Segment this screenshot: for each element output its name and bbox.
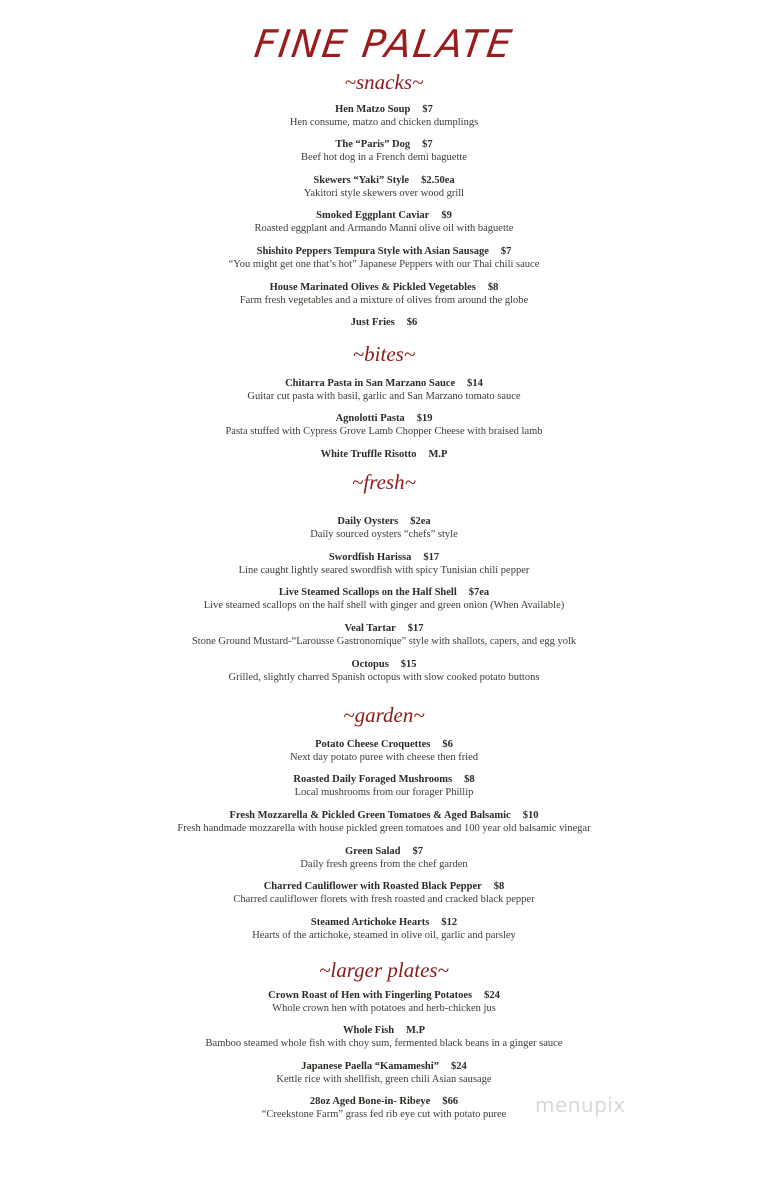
item-description: Guitar cut pasta with basil, garlic and San Marzano tomato sauce [247,391,521,402]
item-price: $15 [400,659,417,670]
item-description: Hearts of the artichoke, steamed in olive oil, garlic and parsley [252,930,516,941]
item-description: Farm fresh vegetables and a mixture of olives from around the globe [239,295,529,306]
item-description: Daily sourced oysters “chefs” style [310,529,458,540]
menu-item [0,622,768,648]
menu-item [0,316,768,329]
item-name: Whole Fish [342,1025,395,1036]
item-description: Line caught lightly seared swordfish with spicy Tunisian chili pepper [238,565,530,576]
item-description: Pasta stuffed with Cypress Grove Lamb Chopper Cheese with braised lamb [225,426,543,437]
item-price: $19 [416,413,433,424]
item-name: Just Fries [350,317,395,328]
menu-item [0,1024,768,1050]
item-price: $10 [522,810,539,821]
menu-item [0,412,768,438]
item-price: $24 [484,990,500,1001]
item-price: $7 [422,104,433,115]
item-description: Grilled, slightly charred Spanish octopus with slow cooked potato buttons [228,672,540,683]
item-description: Whole crown hen with potatoes and herb-chicken jus [272,1003,496,1014]
menu-item [0,586,768,612]
item-name: Fresh Mozzarella & Pickled Green Tomatoes & Aged Balsamic [229,810,511,821]
menu-item [0,174,768,200]
menu-item [0,658,768,684]
item-description: Roasted eggplant and Armando Manni olive oil with baguette [254,223,514,234]
menu-item [0,809,768,835]
item-description: Yakitori style skewers over wood grill [303,188,465,199]
item-price: $24 [450,1061,467,1072]
item-name: Crown Roast of Hen with Fingerling Potatoes [268,990,473,1001]
item-name: Steamed Artichoke Hearts [310,917,430,928]
item-description: “You might get one that’s hot” Japanese Peppers with our Thai chili sauce [228,259,540,270]
item-description: Charred cauliflower florets with fresh roasted and cracked black pepper [233,894,535,905]
item-price: M.P [428,449,448,460]
menu-item [0,209,768,235]
section-larger-plates: ~larger plates~ [319,958,449,982]
restaurant-title: FINE PALATE [251,22,517,66]
item-name: Agnolotti Pasta [335,413,405,424]
menu-item [0,880,768,906]
menu-item [0,916,768,942]
item-description: Fresh handmade mozzarella with house pickled green tomatoes and 100 year old balsamic vinegar [177,823,591,834]
item-price: $17 [423,552,440,563]
watermark-logo: menupix [535,1093,626,1117]
menu-item [0,845,768,871]
menu-item [0,377,768,403]
item-description: Hen consume, matzo and chicken dumplings [289,117,479,128]
menu-item [0,773,768,799]
item-description: Stone Ground Mustard-“Larousse Gastronomique” style with shallots, capers, and egg yolk [191,636,577,647]
item-description: Local mushrooms from our forager Phillip [294,787,474,798]
item-name: Shishito Peppers Tempura Style with Asian Sausage [256,246,489,257]
item-price: $8 [493,881,505,892]
item-name: Roasted Daily Foraged Mushrooms [293,774,453,785]
item-description: Beef hot dog in a French demi baguette [301,152,467,163]
item-price: $8 [464,774,475,785]
menu-item [0,245,768,271]
item-name: Potato Cheese Croquettes [315,739,431,750]
section-fresh: ~fresh~ [352,470,416,494]
menu-item [0,448,768,461]
item-price: $7ea [468,587,490,598]
menu-item [0,138,768,164]
item-name: Swordfish Harissa [328,552,412,563]
item-name: Japanese Paella “Kamameshi” [301,1061,439,1072]
menu-item [0,281,768,307]
item-description: Next day potato puree with cheese then fried [289,752,479,763]
menu-item [0,551,768,577]
item-price: $6 [406,317,418,328]
item-name: House Marinated Olives & Pickled Vegetables [269,282,476,293]
item-price: $14 [467,378,483,389]
section-bites: ~bites~ [352,342,416,366]
item-price: $8 [487,282,499,293]
item-description: Daily fresh greens from the chef garden [300,859,468,870]
item-price: $12 [441,917,458,928]
menu-item [0,738,768,764]
item-price: $7 [412,846,424,857]
item-name: Charred Cauliflower with Roasted Black Pepper [263,881,482,892]
item-name: Live Steamed Scallops on the Half Shell [278,587,457,598]
menu-item [0,515,768,541]
item-description: “Creekstone Farm” grass fed rib eye cut with potato puree [261,1109,507,1120]
item-description: Kettle rice with shellfish, green chili Asian sausage [276,1074,492,1085]
item-name: White Truffle Risotto [320,449,417,460]
item-name: Chitarra Pasta in San Marzano Sauce [285,378,456,389]
section-garden: ~garden~ [343,703,425,727]
section-snacks: ~snacks~ [344,70,424,94]
item-price: $6 [442,739,453,750]
item-name: The “Paris” Dog [335,139,411,150]
menu-item [0,989,768,1015]
item-name: Green Salad [344,846,401,857]
menu-item [0,1095,768,1121]
item-price: M.P [406,1025,425,1036]
item-price: $66 [442,1096,459,1107]
item-price: $9 [441,210,452,221]
menu-item [0,103,768,129]
item-price: $7 [422,139,433,150]
item-name: Skewers “Yaki” Style [313,175,410,186]
item-price: $7 [500,246,512,257]
menu-item [0,1060,768,1086]
item-name: Smoked Eggplant Caviar [316,210,430,221]
item-price: $2ea [410,516,431,527]
item-description: Live steamed scallops on the half shell with ginger and green onion (When Available) [203,600,565,611]
item-name: Veal Tartar [344,623,396,634]
item-price: $2.50ea [421,175,455,186]
item-name: Octopus [351,659,389,670]
item-name: Daily Oysters [337,516,399,527]
item-description: Bamboo steamed whole fish with choy sum, fermented black beans in a ginger sauce [205,1038,563,1049]
item-name: 28oz Aged Bone-in- Ribeye [309,1096,431,1107]
item-name: Hen Matzo Soup [335,104,411,115]
item-price: $17 [407,623,424,634]
